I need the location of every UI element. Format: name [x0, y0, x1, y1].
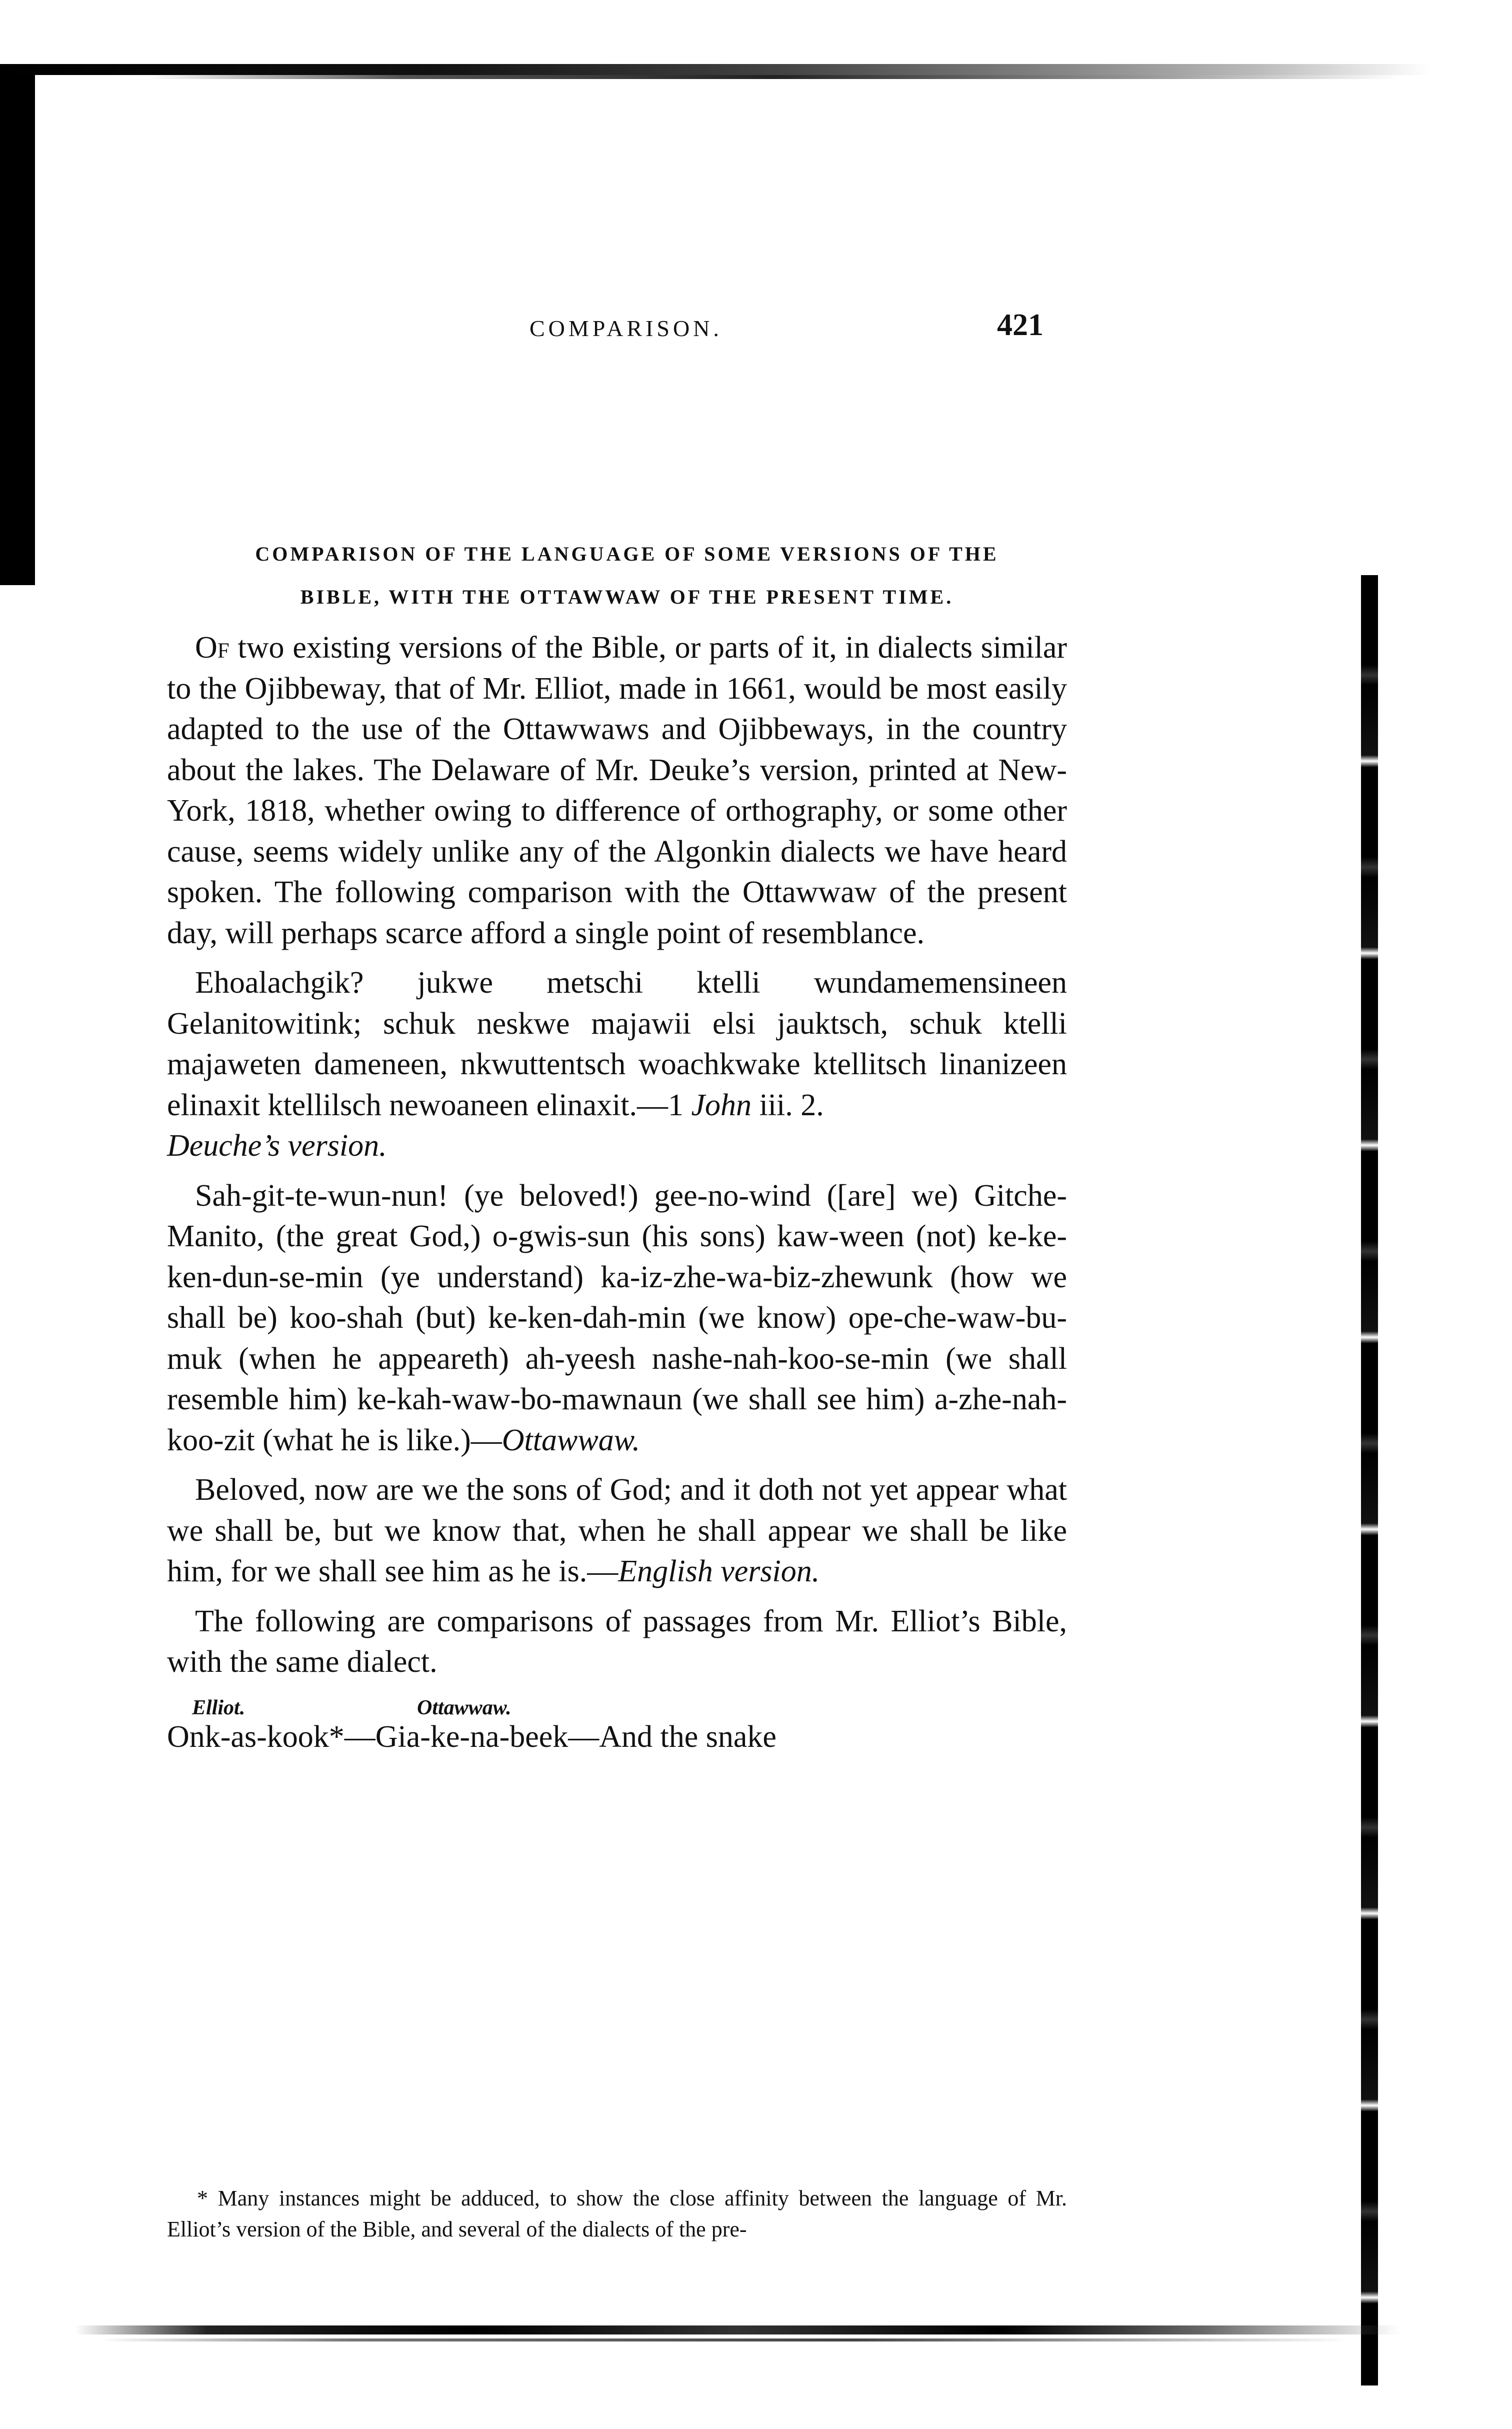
- page-number: 421: [997, 308, 1044, 342]
- paragraph-english-passage: [167, 1470, 1067, 1592]
- ottawwaw-source-label: Ottawwaw.: [502, 1423, 640, 1457]
- delaware-passage-text: Ehoalachgik? jukwe metschi ktelli wundamemensineen Gelanitowitink; schuk neskwe majawii elsi jauktsch, schuk ktelli majaweten dameneen, nkwuttentsch woachkwake ktellitsch linanizeen elinaxit ktellilsch newoaneen elinaxit.—1: [167, 966, 1067, 1122]
- scan-bottom-rule-secondary: [100, 2338, 1350, 2341]
- scan-bottom-rule: [75, 2325, 1400, 2334]
- footnote: [167, 2183, 1067, 2245]
- scripture-reference-book: John: [691, 1088, 752, 1122]
- delaware-source-label: Deuche’s version.: [167, 1129, 387, 1163]
- section-heading-line-1: COMPARISON OF THE LANGUAGE OF SOME VERSIONS OF THE: [255, 543, 999, 565]
- scan-edge-artifact: [0, 65, 35, 585]
- section-heading: [207, 533, 1047, 619]
- running-head: [167, 280, 1067, 342]
- english-passage-text: Beloved, now are we the sons of God; and it doth not yet appear what we shall be, but we know that, when he shall appear we shall be like him, for we shall see him as he is.—: [167, 1473, 1067, 1588]
- body-text: [167, 628, 1067, 1757]
- paragraph-intro-text: two existing versions of the Bible, or parts of it, in dialects similar to the Ojibbeway, that of Mr. Elliot, made in 1661, would be most easily adapted to the use of the Ottawwaws and Ojibbeways, in the country about the lakes. The Delaware of Mr. Deuke’s version, printed at New-York, 1818, whether owing to difference of orthography, or some other cause, seems widely unlike any of the Algonkin dialects we have heard spoken. The following comparison with the Ottawwaw of the present day, will perhaps scarce afford a single point of resemblance.: [167, 631, 1067, 950]
- scripture-reference-verse: iii. 2.: [752, 1088, 824, 1122]
- comparison-column-heads: [167, 1686, 1067, 1717]
- paragraph-lead-word: Of: [195, 631, 230, 665]
- paragraph-intro: [167, 628, 1067, 954]
- book-page: [167, 280, 1067, 2241]
- scan-right-edge-artifact: [1361, 575, 1378, 2385]
- paragraph-ottawwaw-passage: [167, 1176, 1067, 1461]
- paragraph-comparisons-intro: The following are comparisons of passages from Mr. Elliot’s Bible, with the same dialect.: [167, 1604, 1067, 1679]
- english-source-label: English version.: [618, 1554, 820, 1588]
- footnote-text: * Many instances might be adduced, to show the close affinity between the language of Mr. Elliot’s version of the Bible, and several of the dialects of the pre-: [167, 2186, 1067, 2241]
- running-title: COMPARISON.: [530, 316, 722, 341]
- column-head-elliot: Elliot.: [192, 1696, 246, 1719]
- paragraph-delaware-passage: [167, 963, 1067, 1167]
- ottawwaw-passage-text: Sah-git-te-wun-nun! (ye beloved!) gee-no-wind ([are] we) Gitche-Manito, (the great God,) o-gwis-sun (his sons) kaw-ween (not) ke-ke-ken-dun-se-min (ye understand) ka-iz-zhe-wa-biz-zhewunk (how we shall be) koo-shah (but) ke-ken-dah-min (we know) ope-che-waw-bu-muk (when he appeareth) ah-yeesh nashe-nah-koo-se-min (we shall resemble him) ke-kah-waw-bo-mawnaun (we shall see him) a-zhe-nah-koo-zit (what he is like.)—: [167, 1178, 1067, 1457]
- section-heading-line-2: BIBLE, WITH THE OTTAWWAW OF THE PRESENT TIME.: [300, 586, 954, 608]
- scan-top-rule: [0, 64, 1430, 75]
- comparison-row: Onk-as-kook*—Gia-ke-na-beek—And the snake: [167, 1719, 776, 1754]
- scan-top-rule-secondary: [150, 75, 1400, 79]
- column-head-ottawwaw: Ottawwaw.: [417, 1696, 512, 1719]
